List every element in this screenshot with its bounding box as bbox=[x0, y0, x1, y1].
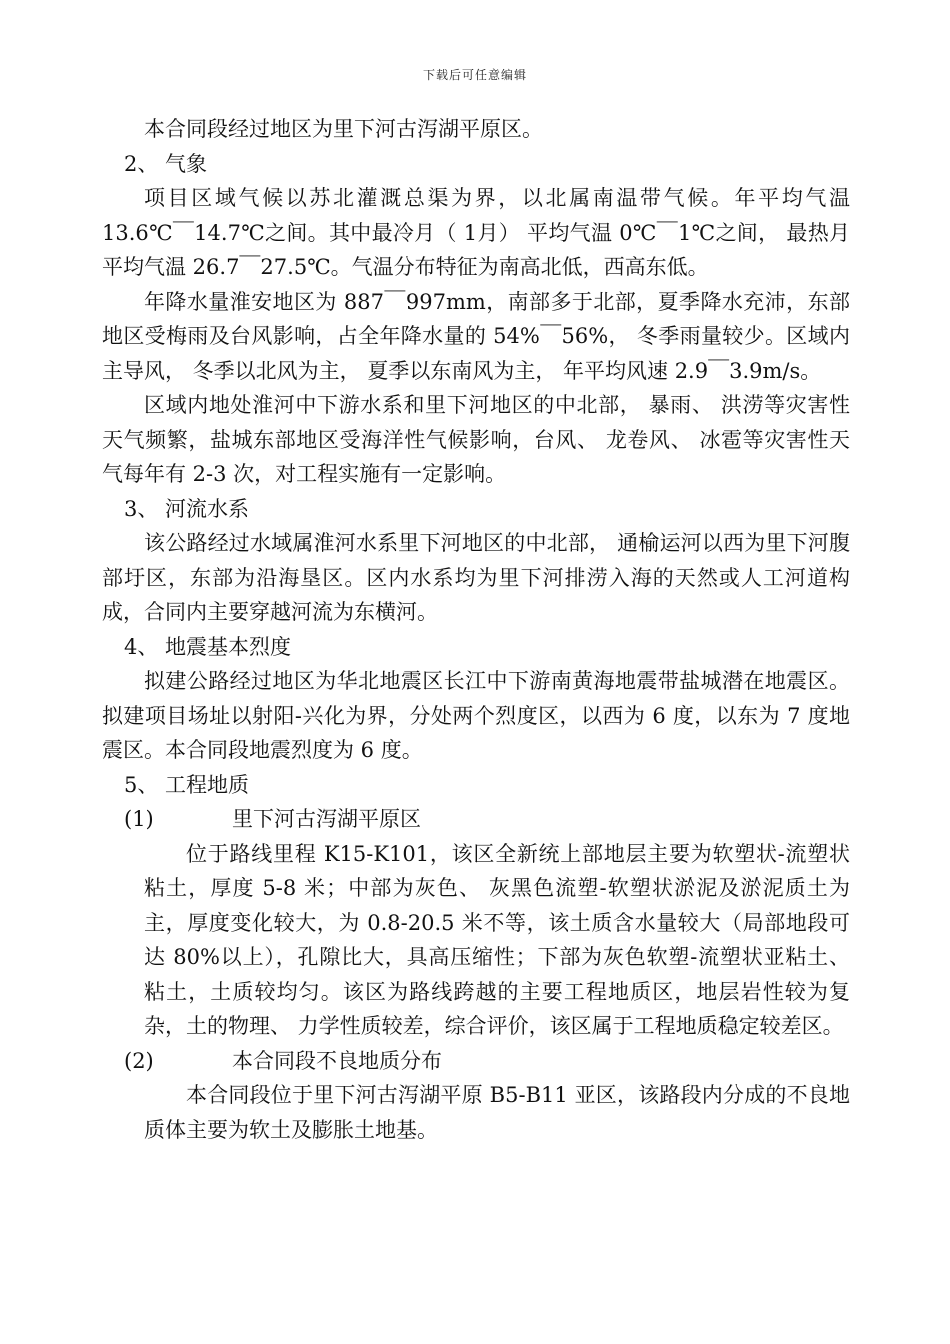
section-2-heading: 2、 气象 bbox=[124, 151, 208, 176]
section-4-paragraph-1: 拟建公路经过地区为华北地震区长江中下游南黄海地震带盐城潜在地震区。拟建项目场址以射阳-兴化为界，分处两个烈度区，以西为 6 度，以东为 7 度地震区。本合同段地震烈度为 6 度。 bbox=[102, 669, 850, 762]
document-body bbox=[102, 112, 850, 1147]
page-header: 下载后可任意编辑 bbox=[422, 68, 527, 82]
subsection-5-1-paragraph: 位于路线里程 K15-K101，该区全新统上部地层主要为软塑状-流塑状粘土，厚度 5-8 米；中部为灰色、 灰黑色流塑-软塑状淤泥及淤泥质土为主，厚度变化较大，为 0.8-20.5 米不等，该土质含水量较大（局部地段可达 80%以上），孔隙比大，具高压缩性；下部为灰色软塑-流塑状亚粘土、 粘土，土质较均匀。该区为路线跨越的主要工程地质区，地层岩性较为复杂，土的物理、 力学性质较差，综合评价，该区属于工程地质稳定较差区。 bbox=[144, 841, 850, 1038]
subsection-5-2-paragraph: 本合同段位于里下河古泻湖平原 B5-B11 亚区，该路段内分成的不良地质体主要为软土及膨胀土地基。 bbox=[144, 1083, 850, 1142]
subsection-5-2-number: (2) bbox=[124, 1048, 154, 1073]
subsection-5-1-title: 里下河古泻湖平原区 bbox=[232, 807, 421, 831]
section-2-paragraph-1: 项目区域气候以苏北灌溉总渠为界，以北属南温带气候。年平均气温 13.6℃￣14.7℃之间。其中最冷月（ 1月） 平均气温 0℃￣1℃之间， 最热月平均气温 26.7￣27.5℃。气温分布特征为南高北低，西高东低。 bbox=[102, 186, 850, 279]
section-5-heading: 5、 工程地质 bbox=[124, 772, 250, 797]
subsection-5-1-heading bbox=[102, 802, 850, 837]
subsection-5-1-number: (1) bbox=[124, 807, 154, 831]
section-3-paragraph-1: 该公路经过水域属淮河水系里下河地区的中北部， 通榆运河以西为里下河腹部圩区，东部为沿海垦区。区内水系均为里下河排涝入海的天然或人工河道构成，合同内主要穿越河流为东横河。 bbox=[102, 531, 850, 624]
section-2-paragraph-2: 年降水量淮安地区为 887￣997mm，南部多于北部，夏季降水充沛，东部地区受梅雨及台风影响，占全年降水量的 54%￣56%， 冬季雨量较少。区域内主导风， 冬季以北风为主， 夏季以东南风为主， 年平均风速 2.9￣3.9m/s。 bbox=[102, 289, 850, 383]
section-4-heading: 4、 地震基本烈度 bbox=[124, 634, 292, 659]
section-3-heading: 3、 河流水系 bbox=[124, 496, 250, 521]
intro-paragraph: 本合同段经过地区为里下河古泻湖平原区。 bbox=[144, 117, 543, 141]
subsection-5-2-title: 本合同段不良地质分布 bbox=[232, 1048, 442, 1073]
subsection-5-2-heading bbox=[102, 1044, 850, 1079]
section-2-paragraph-3: 区域内地处淮河中下游水系和里下河地区的中北部， 暴雨、 洪涝等灾害性天气频繁，盐城东部地区受海洋性气候影响，台风、 龙卷风、 冰雹等灾害性天气每年有 2-3 次，对工程实施有一定影响。 bbox=[102, 393, 850, 486]
